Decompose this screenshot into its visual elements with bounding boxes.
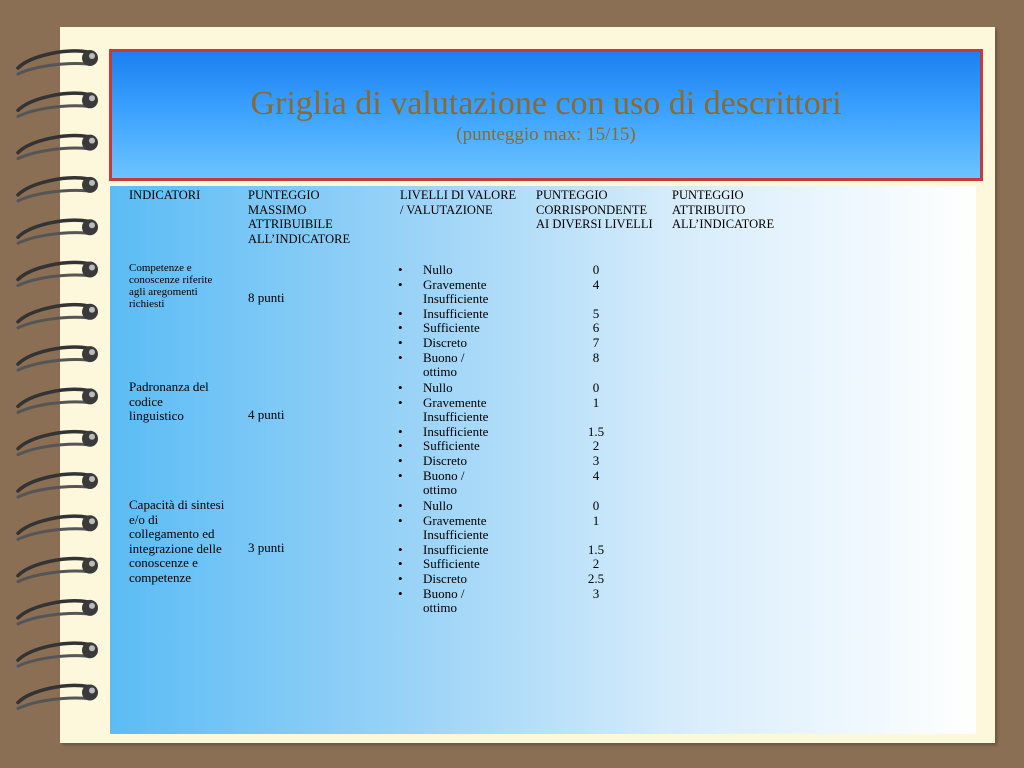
level-item: • Gravemente Insufficiente <box>398 278 523 307</box>
levels-list-row-2 <box>398 381 523 498</box>
max-score-row-2: 4 punti <box>248 407 285 422</box>
spiral-ring <box>18 50 98 74</box>
level-item: • Sufficiente <box>398 439 523 454</box>
score-value: 0 <box>592 262 600 277</box>
level-item: • Nullo <box>398 381 523 396</box>
level-item: • Sufficiente <box>398 321 523 336</box>
spiral-ring <box>18 346 98 370</box>
indicator-capacita: Capacità di sintesi e/o di collegamento ed integrazione delle conoscenze e competenze <box>129 497 225 585</box>
score-value: 1.5 <box>587 423 605 439</box>
level-item: • Buono / ottimo <box>398 469 483 498</box>
spiral-ring <box>18 642 98 666</box>
level-item: • Discreto <box>398 454 523 469</box>
max-score-row-1: 8 punti <box>248 290 285 305</box>
score-value: 0 <box>592 380 600 395</box>
spiral-ring <box>18 515 98 539</box>
level-item: • Buono / ottimo <box>398 587 483 616</box>
score-value: 2 <box>592 556 600 572</box>
indicator-competenze: Competenze e conoscenze riferite agli aregomenti richiesti <box>129 262 213 310</box>
header-punteggio-corrispondente: PUNTEGGIO CORRISPONDENTE AI DIVERSI LIVELLI <box>536 188 653 231</box>
score-value: 5 <box>592 305 600 321</box>
score-value: 2 <box>592 438 600 454</box>
spiral-binding <box>10 30 110 750</box>
score-value: 4 <box>592 467 600 483</box>
score-value <box>576 410 616 425</box>
level-item: • Insufficiente <box>398 543 523 558</box>
level-item: • Insufficiente <box>398 425 523 440</box>
spiral-ring <box>18 135 98 159</box>
score-value: 8 <box>592 349 600 365</box>
header-indicatori: INDICATORI <box>129 188 201 202</box>
scores-row-1 <box>576 263 616 365</box>
spiral-ring <box>18 473 98 497</box>
spiral-ring <box>18 600 98 624</box>
score-value: 2.5 <box>587 570 605 586</box>
header-punteggio-massimo: PUNTEGGIO MASSIMO ATTRIBUIBILE ALL’INDICATORE <box>248 188 351 246</box>
title-banner <box>109 49 983 181</box>
score-value <box>576 292 616 307</box>
level-item: • Discreto <box>398 572 523 587</box>
score-value: 3 <box>592 585 600 601</box>
spiral-ring <box>18 431 98 455</box>
header-livelli: LIVELLI DI VALORE / VALUTAZIONE <box>400 188 517 217</box>
page-subtitle: (punteggio max: 15/15) <box>456 124 636 145</box>
level-item: • Sufficiente <box>398 557 523 572</box>
score-value: 6 <box>592 320 600 336</box>
score-value: 1.5 <box>587 541 605 557</box>
level-item: • Gravemente Insufficiente <box>398 396 523 425</box>
score-value: 1 <box>592 394 600 410</box>
header-punteggio-attribuito: PUNTEGGIO ATTRIBUITO ALL’INDICATORE <box>672 188 775 231</box>
level-item: • Nullo <box>398 263 523 278</box>
level-item: • Discreto <box>398 336 523 351</box>
spiral-ring <box>18 685 98 709</box>
max-score-row-3: 3 punti <box>248 540 285 555</box>
spiral-ring <box>18 388 98 412</box>
indicator-padronanza: Padronanza del codice linguistico <box>129 379 209 424</box>
score-value: 4 <box>592 276 600 292</box>
score-value: 0 <box>592 498 600 513</box>
spiral-ring <box>18 177 98 201</box>
scores-row-2 <box>576 381 616 483</box>
levels-list-row-1 <box>398 263 523 380</box>
spiral-ring <box>18 92 98 116</box>
spiral-ring <box>18 262 98 286</box>
level-item: • Gravemente Insufficiente <box>398 514 523 543</box>
score-value: 3 <box>592 452 600 468</box>
score-value <box>576 528 616 543</box>
score-value: 1 <box>592 512 600 528</box>
level-item: • Buono / ottimo <box>398 351 483 380</box>
spiral-ring <box>18 304 98 328</box>
levels-list-row-3 <box>398 499 523 616</box>
score-value: 7 <box>592 334 600 350</box>
level-item: • Insufficiente <box>398 307 523 322</box>
scores-row-3 <box>576 499 616 601</box>
spiral-ring <box>18 558 98 582</box>
evaluation-grid <box>110 186 976 734</box>
level-item: • Nullo <box>398 499 523 514</box>
spiral-ring <box>18 219 98 243</box>
page-title: Griglia di valutazione con uso di descrittori <box>250 85 842 122</box>
